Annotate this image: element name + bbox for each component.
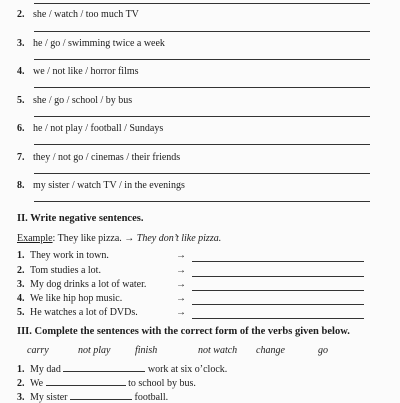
answer-line[interactable] xyxy=(34,87,370,88)
item-text: we / not like / horror films xyxy=(33,66,139,77)
section-heading: III. Complete the sentences with the correct form of the verbs given below. xyxy=(17,326,350,337)
fill-blank[interactable] xyxy=(46,376,126,386)
verb-option: change xyxy=(256,345,285,356)
verb-option: carry xyxy=(27,345,49,356)
fill-after: football. xyxy=(134,392,169,403)
item-text: they / not go / cinemas / their friends xyxy=(33,152,181,163)
verb-option: not watch xyxy=(198,345,238,356)
fill-item xyxy=(17,362,227,375)
verb-option: not play xyxy=(78,345,111,356)
item-text: Tom studies a lot. xyxy=(30,265,101,276)
answer-line[interactable] xyxy=(192,290,364,291)
item-number: 1. xyxy=(17,364,25,375)
item-text: she / watch / too much TV xyxy=(33,9,139,20)
answer-line[interactable] xyxy=(192,261,364,262)
answer-line[interactable] xyxy=(192,318,364,319)
item-number: 2. xyxy=(17,9,25,20)
exercise-item xyxy=(17,38,165,49)
example-label: Example xyxy=(17,233,53,244)
item-text: she / go / school / by bus xyxy=(33,95,133,106)
item-number: 5. xyxy=(17,307,25,318)
item-text: he / not play / football / Sundays xyxy=(33,123,164,134)
item-number: 3. xyxy=(17,392,25,403)
answer-line[interactable] xyxy=(192,304,364,305)
fill-blank[interactable] xyxy=(70,390,132,400)
negative-item xyxy=(17,307,138,318)
item-number: 4. xyxy=(17,66,25,77)
item-number: 5. xyxy=(17,95,25,106)
example-sentence: : They like pizza. → xyxy=(52,233,135,244)
item-number: 2. xyxy=(17,378,25,389)
answer-line[interactable] xyxy=(34,31,370,32)
exercise-item xyxy=(17,66,139,77)
negative-item xyxy=(17,279,146,290)
answer-line[interactable] xyxy=(34,201,370,202)
answer-line[interactable] xyxy=(34,173,370,174)
fill-blank[interactable] xyxy=(63,362,145,372)
item-number: 3. xyxy=(17,279,25,290)
arrow-icon: → xyxy=(176,307,186,318)
item-text: he / go / swimming twice a week xyxy=(33,38,165,49)
section-heading: II. Write negative sentences. xyxy=(17,213,144,224)
answer-line[interactable] xyxy=(34,59,370,60)
fill-after: to school by bus. xyxy=(128,378,196,389)
fill-item xyxy=(17,376,196,389)
item-number: 8. xyxy=(17,180,25,191)
example-answer: They don’t like pizza. xyxy=(136,233,222,244)
item-text: my sister / watch TV / in the evenings xyxy=(33,180,185,191)
verb-option: go xyxy=(318,345,328,356)
fill-before: My dad xyxy=(30,364,61,375)
item-text: My dog drinks a lot of water. xyxy=(30,279,147,290)
item-number: 7. xyxy=(17,152,25,163)
arrow-icon: → xyxy=(176,279,186,290)
answer-line[interactable] xyxy=(34,144,370,145)
exercise-item xyxy=(17,123,163,134)
negative-item xyxy=(17,250,109,261)
item-number: 1. xyxy=(17,250,25,261)
answer-line[interactable] xyxy=(34,3,370,4)
item-text: We like hip hop music. xyxy=(30,293,123,304)
item-number: 2. xyxy=(17,265,25,276)
example-line xyxy=(17,233,221,244)
exercise-item xyxy=(17,9,139,20)
negative-item xyxy=(17,293,122,304)
fill-after: work at six o’clock. xyxy=(147,364,228,375)
arrow-icon: → xyxy=(176,293,186,304)
answer-line[interactable] xyxy=(192,276,364,277)
item-text: They work in town. xyxy=(30,250,109,261)
item-number: 6. xyxy=(17,123,25,134)
item-number: 4. xyxy=(17,293,25,304)
exercise-item xyxy=(17,152,180,163)
fill-before: My sister xyxy=(30,392,68,403)
verb-option: finish xyxy=(135,345,158,356)
item-text: He watches a lot of DVDs. xyxy=(30,307,138,318)
fill-item xyxy=(17,390,168,403)
item-number: 3. xyxy=(17,38,25,49)
negative-item xyxy=(17,265,101,276)
fill-before: We xyxy=(30,378,44,389)
answer-line[interactable] xyxy=(34,116,370,117)
exercise-item xyxy=(17,180,185,191)
exercise-item xyxy=(17,95,132,106)
arrow-icon: → xyxy=(176,265,186,276)
arrow-icon: → xyxy=(176,250,186,261)
